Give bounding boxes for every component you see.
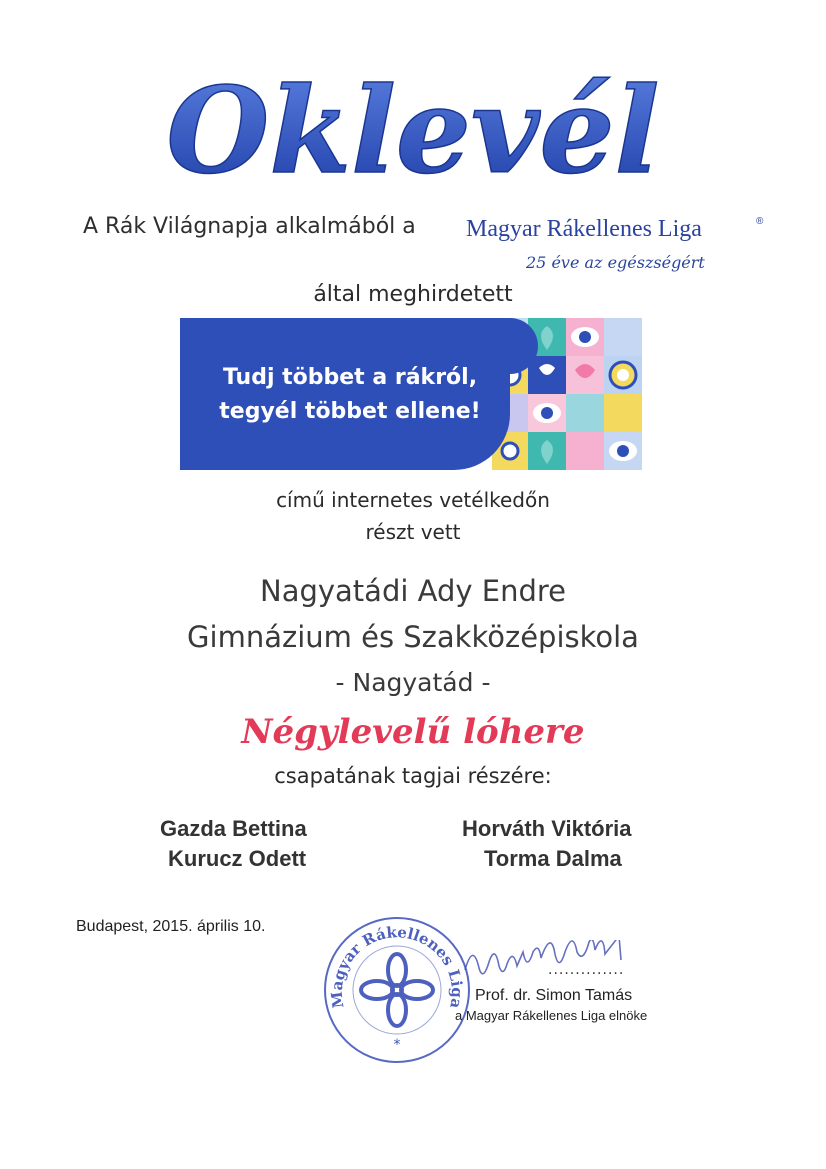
seal-text: Magyar Rákellenes Liga (327, 923, 467, 1010)
league-logo-tagline: 25 éve az egészségért (526, 253, 705, 272)
banner-line-1: Tudj többet a rákról, (222, 365, 478, 390)
seal-star: * (393, 1037, 401, 1053)
team-name: Négylevelű lóhere (241, 712, 585, 752)
intro-text: A Rák Világnapja alkalmából a (83, 214, 416, 239)
signer-name: Prof. dr. Simon Tamás (475, 987, 633, 1004)
svg-text:Oklevél: Oklevél (166, 61, 660, 200)
member-name: Torma Dalma (484, 846, 622, 871)
member-name: Kurucz Odett (168, 846, 307, 871)
school-city: - Nagyatád - (335, 668, 491, 697)
registered-mark: ® (756, 216, 764, 227)
clover-icon (361, 954, 433, 1026)
official-seal (322, 915, 472, 1065)
member-name: Gazda Bettina (160, 816, 307, 841)
signature-line: .............. (548, 962, 625, 978)
place-and-date: Budapest, 2015. április 10. (76, 918, 266, 935)
banner-blue-shape (180, 318, 538, 470)
school-name-line-1: Nagyatádi Ady Endre (260, 574, 566, 608)
signer-role: a Magyar Rákellenes Liga elnöke (455, 1008, 648, 1023)
campaign-banner (180, 318, 642, 470)
diploma-title (113, 60, 713, 210)
competition-line-2: részt vett (365, 520, 461, 544)
competition-line-1: című internetes vetélkedőn (276, 488, 550, 512)
league-logo (466, 210, 766, 280)
school-name-line-2: Gimnázium és Szakközépiskola (187, 620, 639, 654)
announced-by-text: által meghirdetett (313, 282, 513, 307)
league-logo-name: Magyar Rákellenes Liga (466, 216, 702, 242)
banner-line-2: tegyél többet ellene! (219, 399, 481, 424)
team-subtitle: csapatának tagjai részére: (274, 764, 552, 788)
member-name: Horváth Viktória (462, 816, 632, 841)
